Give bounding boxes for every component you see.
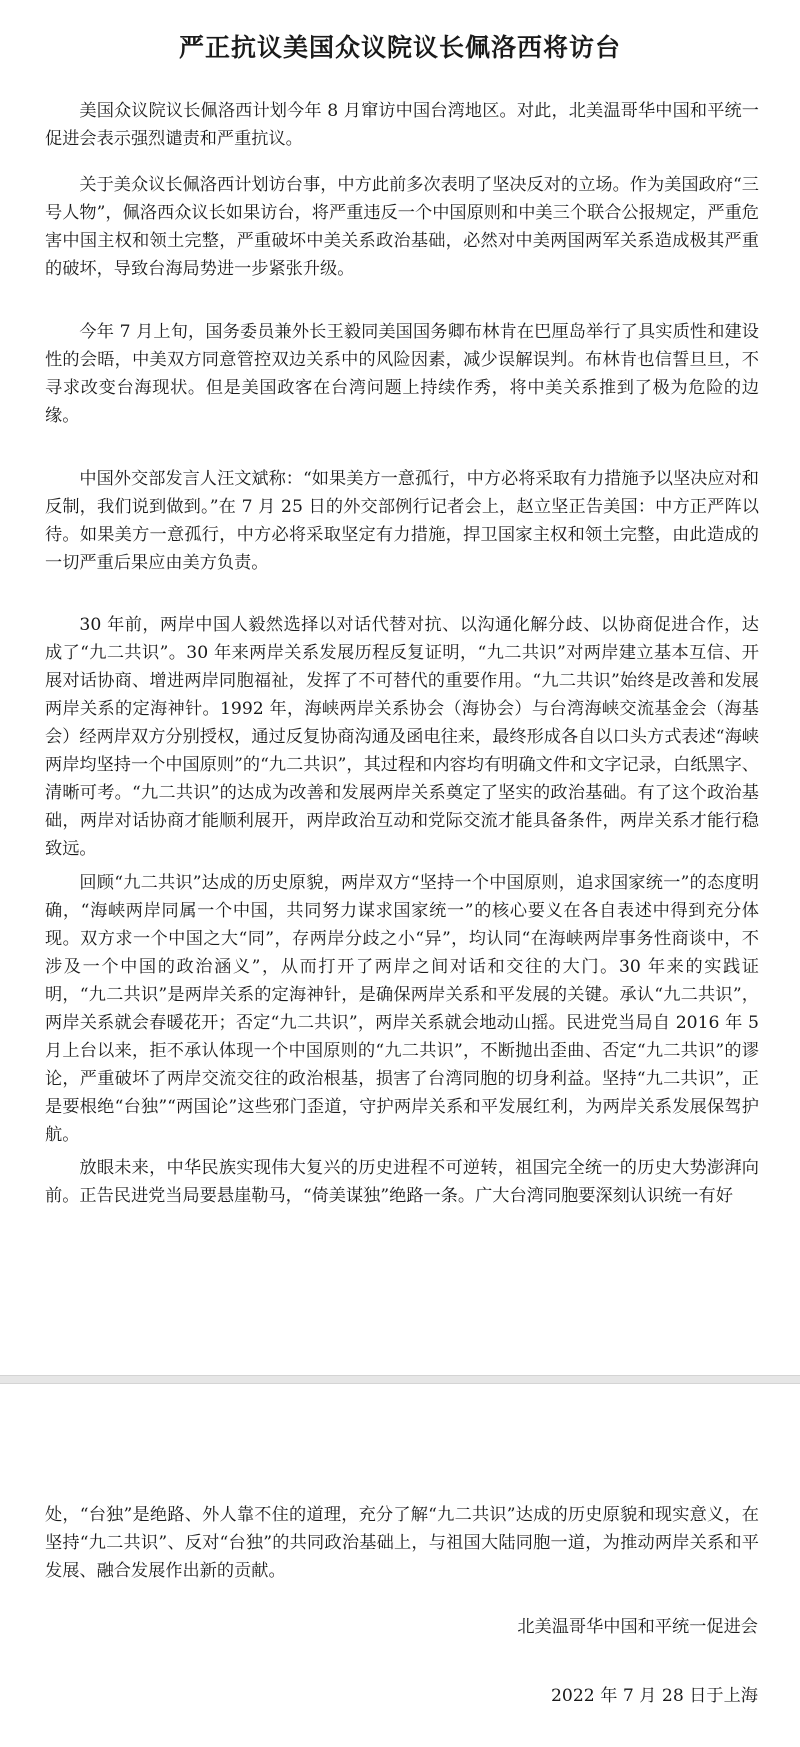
paragraph-5: 30 年前，两岸中国人毅然选择以对话代替对抗、以沟通化解分歧、以协商促进合作，达成了“九二共识”。30 年来两岸关系发展历程反复证明，“九二共识”对两岸建立基本互信、开展对话协商、增进两岸同胞福祉，发挥了不可替代的重要作用。“九二共识”始终是改善和发展两岸关系的定海神针。1992 年，海峡两岸关系协会（海协会）与台湾海峡交流基金会（海基会）经两岸双方分别授权，通过反复协商沟通及函电往来，最终形成各自以口头方式表述“海峡两岸均坚持一个中国原则”的“九二共识”，其过程和内容均有明确文件和文字记录，白纸黑字、清晰可考。“九二共识”的达成为改善和发展两岸关系奠定了坚实的政治基础。有了这个政治基础，两岸对话协商才能顺利展开，两岸政治互动和党际交流才能具备条件，两岸关系才能行稳致远。: [45, 615, 759, 859]
paragraph-2: 关于美众议长佩洛西计划访台事，中方此前多次表明了坚决反对的立场。作为美国政府“三号人物”，佩洛西众议长如果访台，将严重违反一个中国原则和中美三个联合公报规定，严重危害中国主权和领土完整，严重破坏中美关系政治基础，必然对中美两国两军关系造成极其严重的破坏，导致台海局势进一步紧张升级。: [45, 175, 759, 279]
signature-organization: 北美温哥华中国和平统一促进会: [517, 1617, 758, 1637]
document-page-2: [0, 1384, 800, 1747]
paragraph-continuation: 处，“台独”是绝路、外人靠不住的道理，充分了解“九二共识”达成的历史原貌和现实意义，在坚持“九二共识”、反对“台独”的共同政治基础上，与祖国大陆同胞一道，为推动两岸关系和平发展、融合发展作出新的贡献。: [45, 1505, 759, 1581]
paragraph-7: 放眼未来，中华民族实现伟大复兴的历史进程不可逆转，祖国完全统一的历史大势澎湃向前。正告民进党当局要悬崖勒马，“倚美谋独”绝路一条。广大台湾同胞要深刻认识统一有好: [45, 1158, 759, 1206]
paragraph-3: 今年 7 月上旬，国务委员兼外长王毅同美国国务卿布林肯在巴厘岛举行了具实质性和建设性的会晤，中美双方同意管控双边关系中的风险因素，减少误解误判。布林肯也信誓旦旦，不寻求改变台海现状。但是美国政客在台湾问题上持续作秀，将中美关系推到了极为危险的边缘。: [45, 322, 759, 426]
paragraph-4: 中国外交部发言人汪文斌称：“如果美方一意孤行，中方必将采取有力措施予以坚决应对和反制，我们说到做到。”在 7 月 25 日的外交部例行记者会上，赵立坚正告美国：中方正严阵以待。如果美方一意孤行，中方必将采取坚定有力措施，捍卫国家主权和领土完整，由此造成的一切严重后果应由美方负责。: [45, 469, 759, 573]
paragraph-6: 回顾“九二共识”达成的历史原貌，两岸双方“坚持一个中国原则，追求国家统一”的态度明确，“海峡两岸同属一个中国，共同努力谋求国家统一”的核心要义在各自表述中得到充分体现。双方求一个中国之大“同”，存两岸分歧之小“异”，均认同“在海峡两岸事务性商谈中，不涉及一个中国的政治涵义”，从而打开了两岸之间对话和交往的大门。30 年来的实践证明，“九二共识”是两岸关系的定海神针，是确保两岸关系和平发展的关键。承认“九二共识”，两岸关系就会春暖花开；否定“九二共识”，两岸关系就会地动山摇。民进党当局自 2016 年 5 月上台以来，拒不承认体现一个中国原则的“九二共识”，不断抛出歪曲、否定“九二共识”的谬论，严重破坏了两岸交流交往的政治根基，损害了台湾同胞的切身利益。坚持“九二共识”，正是要根绝“台独”“两国论”这些邪门歪道，守护两岸关系和平发展红利，为两岸关系发展保驾护航。: [45, 873, 759, 1145]
signature-date: 2022 年 7 月 28 日于上海: [551, 1686, 758, 1706]
article-title: 严正抗议美国众议院议长佩洛西将访台: [178, 33, 621, 62]
page-separator: [0, 1375, 800, 1384]
paragraph-1: 美国众议院议长佩洛西计划今年 8 月窜访中国台湾地区。对此，北美温哥华中国和平统一促进会表示强烈谴责和严重抗议。: [45, 101, 759, 149]
